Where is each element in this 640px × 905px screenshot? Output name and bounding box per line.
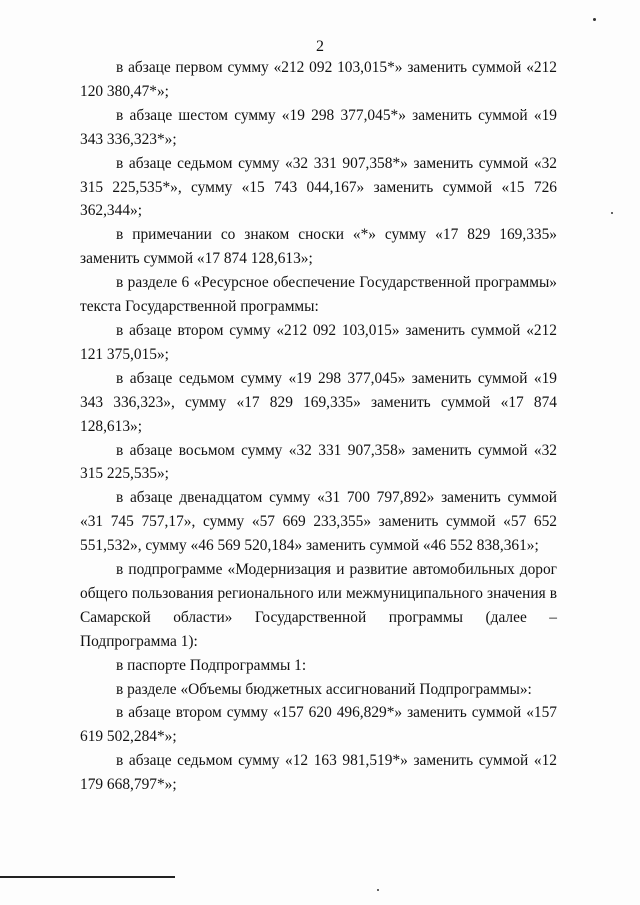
paragraph-14: в абзаце седьмом сумму «12 163 981,519*» заменить суммой «12 179 668,797*»; xyxy=(80,752,557,794)
paragraph-10: в подпрограмме «Модернизация и развитие автомобильных дорог общего пользования регионального или межмуниципального значения в Самарской области» Государственной программы (далее – Подпрограмма 1): xyxy=(80,561,557,650)
paragraph-7: в абзаце седьмом сумму «19 298 377,045» заменить суммой «19 343 336,323», сумму «17 829 169,335» заменить суммой «17 874 128,613»; xyxy=(80,369,557,435)
paragraph-5: в разделе 6 «Ресурсное обеспечение Государственной программы» текста Государственной программы: xyxy=(80,274,557,316)
paragraph-12: в разделе «Объемы бюджетных ассигнований Подпрограммы»: xyxy=(116,680,532,698)
paragraph-8: в абзаце восьмом сумму «32 331 907,358» заменить суммой «32 315 225,535»; xyxy=(80,441,557,483)
paragraph-2: в абзаце шестом сумму «19 298 377,045*» заменить суммой «19 343 336,323*»; xyxy=(80,106,557,148)
scan-speck xyxy=(593,18,596,21)
paragraph-6: в абзаце втором сумму «212 092 103,015» заменить суммой «212 121 375,015»; xyxy=(80,321,557,363)
paragraph-4: в примечании со знаком сноски «*» сумму «17 829 169,335» заменить суммой «17 874 128,613»; xyxy=(80,226,557,268)
page-number: 2 xyxy=(316,38,324,55)
document-body xyxy=(80,56,557,797)
paragraph-1: в абзаце первом сумму «212 092 103,015*» заменить суммой «212 120 380,47*»; xyxy=(80,59,557,100)
paragraph-3: в абзаце седьмом сумму «32 331 907,358*» заменить суммой «32 315 225,535*», сумму «15 743 044,167» заменить суммой «15 726 362,344»; xyxy=(80,154,557,220)
paragraph-9: в абзаце двенадцатом сумму «31 700 797,892» заменить суммой «31 745 757,17», сумму «57 669 233,355» заменить суммой «57 652 551,532», сумму «46 569 520,184» заменить суммой «46 552 838,361»; xyxy=(80,489,557,555)
paragraph-11: в паспорте Подпрограммы 1: xyxy=(116,656,307,674)
scan-speck xyxy=(611,212,613,214)
scan-edge-line xyxy=(0,876,175,878)
paragraph-13: в абзаце втором сумму «157 620 496,829*» заменить суммой «157 619 502,284*»; xyxy=(80,704,557,746)
scan-speck xyxy=(377,889,379,891)
